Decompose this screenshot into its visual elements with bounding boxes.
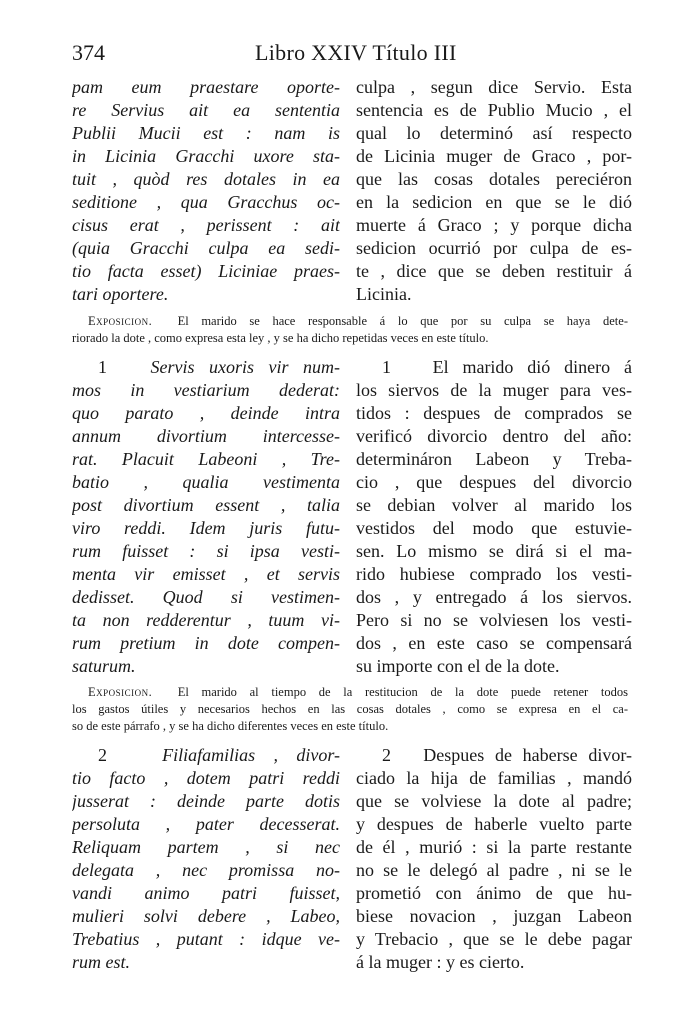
spanish-column-2 bbox=[356, 356, 632, 678]
page-number: 374 bbox=[72, 40, 105, 65]
spanish-line: cio , que despues del divorcio bbox=[356, 472, 632, 492]
text-block-2 bbox=[72, 356, 632, 680]
spanish-line: sentencia es de Publio Mucio , el bbox=[356, 100, 632, 120]
latin-column-1 bbox=[72, 76, 340, 306]
spanish-line: Pero si no se volviesen los vesti- bbox=[356, 610, 632, 630]
exposicion-label: Exposicion. bbox=[88, 314, 153, 328]
latin-line: quo parato , deinde intra bbox=[72, 403, 340, 423]
latin-line: delegata , nec promissa no- bbox=[72, 860, 340, 880]
spanish-line: de Licinia muger de Graco , por- bbox=[356, 146, 632, 166]
latin-line: mulieri solvi debere , Labeo, bbox=[72, 906, 340, 926]
exposicion-line: riorado la dote , como expresa esta ley , y se ha dicho repetidas veces en este título. bbox=[72, 331, 489, 345]
exposicion-line: so de este párrafo , y se ha dicho diferentes veces en este título. bbox=[72, 719, 389, 733]
exposicion-text: El marido al tiempo de la restitucion de la dote puede retener todos bbox=[177, 685, 628, 699]
latin-line: tio facto , dotem patri reddi bbox=[72, 768, 340, 788]
spanish-line: que se volviese la dote al padre; bbox=[356, 791, 632, 811]
running-title: Libro XXIV Título III bbox=[255, 40, 457, 65]
latin-line: rum fuisset : si ipsa vesti- bbox=[72, 541, 340, 561]
spanish-line: prometió con ánimo de que hu- bbox=[356, 883, 632, 903]
spanish-column-1 bbox=[356, 76, 632, 306]
latin-line bbox=[72, 356, 340, 379]
spanish-column-3 bbox=[356, 744, 632, 974]
exposicion-text: El marido se hace responsable á lo que por su culpa se haya dete- bbox=[177, 314, 628, 328]
latin-line: vandi animo patri fuisset, bbox=[72, 883, 340, 903]
spanish-line: se debian volver al marido los bbox=[356, 495, 632, 515]
spanish-line: no se le delegó al padre , ni se le bbox=[356, 860, 632, 880]
latin-line: batio , qualia vestimenta bbox=[72, 472, 340, 492]
latin-line: rum pretium in dote compen- bbox=[72, 633, 340, 653]
page-header bbox=[72, 40, 632, 72]
latin-line: post divortium essent , talia bbox=[72, 495, 340, 515]
spanish-line: determináron Labeon y Treba- bbox=[356, 449, 632, 469]
latin-line: tari oportere. bbox=[72, 284, 169, 304]
latin-line: mos in vestiarium dederat: bbox=[72, 380, 340, 400]
spanish-line bbox=[356, 356, 632, 379]
exposicion-line bbox=[72, 313, 628, 330]
exposicion-2 bbox=[72, 684, 628, 735]
latin-line: in Licinia Gracchi uxore sta- bbox=[72, 146, 340, 166]
spanish-line: en la sedicion en que se le dió bbox=[356, 192, 632, 212]
spanish-line: los siervos de la muger para ves- bbox=[356, 380, 632, 400]
latin-line: jusserat : deinde parte dotis bbox=[72, 791, 340, 811]
latin-line: seditione , qua Gracchus oc- bbox=[72, 192, 340, 212]
paragraph-number: 1 bbox=[98, 357, 107, 377]
latin-line: Reliquam partem , si nec bbox=[72, 837, 340, 857]
spanish-text: Despues de haberse divor- bbox=[423, 745, 632, 765]
paragraph-number: 1 bbox=[382, 357, 391, 377]
spanish-line: sedicion ocurrió por culpa de es- bbox=[356, 238, 632, 258]
latin-line bbox=[72, 744, 340, 767]
latin-line: rat. Placuit Labeoni , Tre- bbox=[72, 449, 340, 469]
latin-line: re Servius ait ea sententia bbox=[72, 100, 340, 120]
exposicion-line: los gastos útiles y necesarios hechos en las cosas dotales , como se expresa en el ca- bbox=[72, 702, 628, 716]
latin-line: Trebatius , putant : idque ve- bbox=[72, 929, 340, 949]
spanish-line: que las cosas dotales pereciéron bbox=[356, 169, 632, 189]
latin-line: persoluta , pater decesserat. bbox=[72, 814, 340, 834]
spanish-line bbox=[356, 744, 632, 767]
latin-line: rum est. bbox=[72, 952, 130, 972]
spanish-text: El marido dió dinero á bbox=[432, 357, 632, 377]
spanish-line: y despues de haberle vuelto parte bbox=[356, 814, 632, 834]
spanish-line: vestidos del modo que estuvie- bbox=[356, 518, 632, 538]
spanish-line: culpa , segun dice Servio. Esta bbox=[356, 77, 632, 97]
latin-column-3 bbox=[72, 744, 340, 974]
latin-text: Filiafamilias , divor- bbox=[162, 745, 340, 765]
latin-line: pam eum praestare oporte- bbox=[72, 77, 340, 97]
exposicion-1 bbox=[72, 313, 628, 347]
spanish-line: su importe con el de la dote. bbox=[356, 656, 560, 676]
latin-line: (quia Gracchi culpa ea sedi- bbox=[72, 238, 340, 258]
latin-line: saturum. bbox=[72, 656, 136, 676]
spanish-line: tidos : despues de comprados se bbox=[356, 403, 632, 423]
spanish-line: de él , murió : si la parte restante bbox=[356, 837, 632, 857]
paragraph-number: 2 bbox=[382, 745, 391, 765]
latin-line: annum divortium intercesse- bbox=[72, 426, 340, 446]
spanish-line: biese novacion , juzgan Labeon bbox=[356, 906, 632, 926]
text-block-1 bbox=[72, 76, 632, 308]
latin-line: tio facta esset) Liciniae praes- bbox=[72, 261, 340, 281]
latin-line: cisus erat , perissent : ait bbox=[72, 215, 340, 235]
latin-line: dedisset. Quod si vestimen- bbox=[72, 587, 340, 607]
spanish-line: dos , y entregado á los siervos. bbox=[356, 587, 632, 607]
exposicion-line bbox=[72, 684, 628, 701]
latin-line: ta non redderentur , tuum vi- bbox=[72, 610, 340, 630]
spanish-line: rido hubiese comprado los vesti- bbox=[356, 564, 632, 584]
latin-text: Servis uxoris vir num- bbox=[150, 357, 340, 377]
latin-line: Publii Mucii est : nam is bbox=[72, 123, 340, 143]
latin-line: viro reddi. Idem juris futu- bbox=[72, 518, 340, 538]
spanish-line: verificó divorcio dentro del año: bbox=[356, 426, 632, 446]
spanish-line: Licinia. bbox=[356, 284, 412, 304]
paragraph-number: 2 bbox=[98, 745, 107, 765]
spanish-line: ciado la hija de familias , mandó bbox=[356, 768, 632, 788]
spanish-line: dos , en este caso se compensará bbox=[356, 633, 632, 653]
spanish-line: y Trebacio , que se le debe pagar bbox=[356, 929, 632, 949]
spanish-line: qual lo determinó así respecto bbox=[356, 123, 632, 143]
latin-column-2 bbox=[72, 356, 340, 678]
latin-line: tuit , quòd res dotales in ea bbox=[72, 169, 340, 189]
spanish-line: muerte á Graco ; y porque dicha bbox=[356, 215, 632, 235]
exposicion-label: Exposicion. bbox=[88, 685, 153, 699]
text-block-3 bbox=[72, 744, 632, 976]
spanish-line: sen. Lo mismo se dirá si el ma- bbox=[356, 541, 632, 561]
spanish-line: á la muger : y es cierto. bbox=[356, 952, 525, 972]
spanish-line: te , dice que se deben restituir á bbox=[356, 261, 632, 281]
latin-line: menta vir emisset , et servis bbox=[72, 564, 340, 584]
